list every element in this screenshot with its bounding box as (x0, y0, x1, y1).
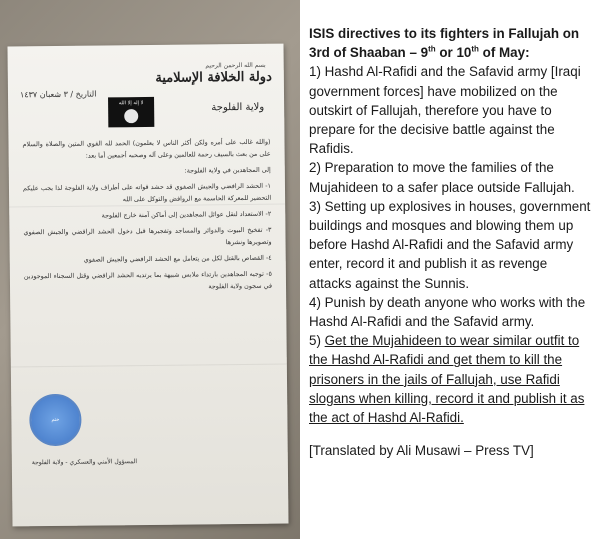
headline (309, 24, 593, 62)
blue-stamp-icon (29, 394, 82, 447)
directive-item: 1) Hashd Al-Rafidi and the Safavid army [Iraqi government forces] have mobilized on the outskirt of Fallujah, therefore you have to prepare for the decisive battle against the Rafidis. (309, 64, 581, 157)
flyer-date: التاريخ / ٣ شعبان ١٤٣٧ (19, 89, 97, 100)
flyer-point: ٣- تفخيخ البيوت والدوائر والمساجد وتفجيرها قبل دخول الحشد الرافضي والجيش الصفوي وتصويرها ونشرها (23, 225, 272, 247)
flyer-wilaya: ولاية الفلوجة (211, 101, 265, 114)
headline-superscript: th (428, 44, 436, 54)
flag-emblem (108, 97, 154, 127)
translation-text (309, 24, 593, 474)
flyer-point: ٤- القصاص بالقتل لكل من يتعامل مع الحشد الرافضي والجيش الصفوي (83, 253, 272, 264)
flag-seal-icon (124, 109, 138, 123)
flyer-basmala: بسم الله الرحمن الرحيم (205, 61, 266, 70)
flyer-state-name: دولة الخلافة الإسلامية (155, 69, 272, 86)
flyer-addressee: إلى المجاهدين في ولاية الفلوجة: (184, 165, 271, 175)
directive-item: 2) Preparation to move the families of the Mujahideen to a safer place outside Fallujah. (309, 160, 575, 195)
item-5-underlined-text: Get the Mujahideen to wear similar outfit to the Hashd Al-Rafidi and get them to kill the prisoners in the jails of Fallujah, use Rafidi slogans when killing, record it and publish it as the act of Hashd Al-Rafidi. (309, 333, 585, 426)
headline-part: of May: (478, 45, 530, 61)
headline-part: or 10 (435, 45, 472, 61)
translation-credit: [Translated by Ali Musawi – Press TV] (309, 443, 534, 459)
headline-part: ISIS directives to its fighters in Fallujah on 3rd of Shaaban – 9 (309, 26, 580, 61)
flyer-point: ١- الحشد الرافضي والجيش الصفوي قد حشد قواته على أطراف ولاية الفلوجة لذا يجب عليكم التحضير للمعركة الحاسمة مع الروافض والتوكل على الله (22, 181, 272, 204)
headline-superscript: th (471, 44, 479, 54)
flyer-signature: المسؤول الأمني والعسكري - ولاية الفلوجة (31, 458, 138, 467)
directive-item: 3) Setting up explosives in houses, government buildings and mosques and blowing them up before Hashd Al-Rafidi and the Safavid army enter, record it and publish it as revenge attacks against the Sunnis. (309, 198, 591, 291)
flyer-body (22, 136, 272, 299)
item-5-prefix: 5) (309, 333, 325, 349)
flyer-intro: (والله غالب على أمره ولكن أكثر الناس لا يعلمون) الحمد لله القوي المتين والصلاة والسلام على من بعث بالسيف رحمة للعالمين وعلى آله وصحبه أجمعين أما بعد: (22, 137, 271, 160)
directive-item: 4) Punish by death anyone who works with the Hashd Al-Rafidi and the Safavid army. (309, 294, 586, 330)
stamp-text: ختم (51, 416, 60, 424)
paper-fold (11, 364, 287, 368)
flyer-point: ٢- الاستعداد لنقل عوائل المجاهدين إلى أماكن آمنة خارج الفلوجة (101, 209, 272, 220)
flyer-point: ٥- توجيه المجاهدين بارتداء ملابس شبيهة بما يرتديه الحشد الرافضي وقتل السجناء الموجودين في سجون ولاية الفلوجة (23, 269, 273, 291)
flag-text: لا إله إلا الله (118, 100, 144, 107)
directive-item-5 (309, 331, 593, 427)
flyer-paper (7, 44, 288, 527)
